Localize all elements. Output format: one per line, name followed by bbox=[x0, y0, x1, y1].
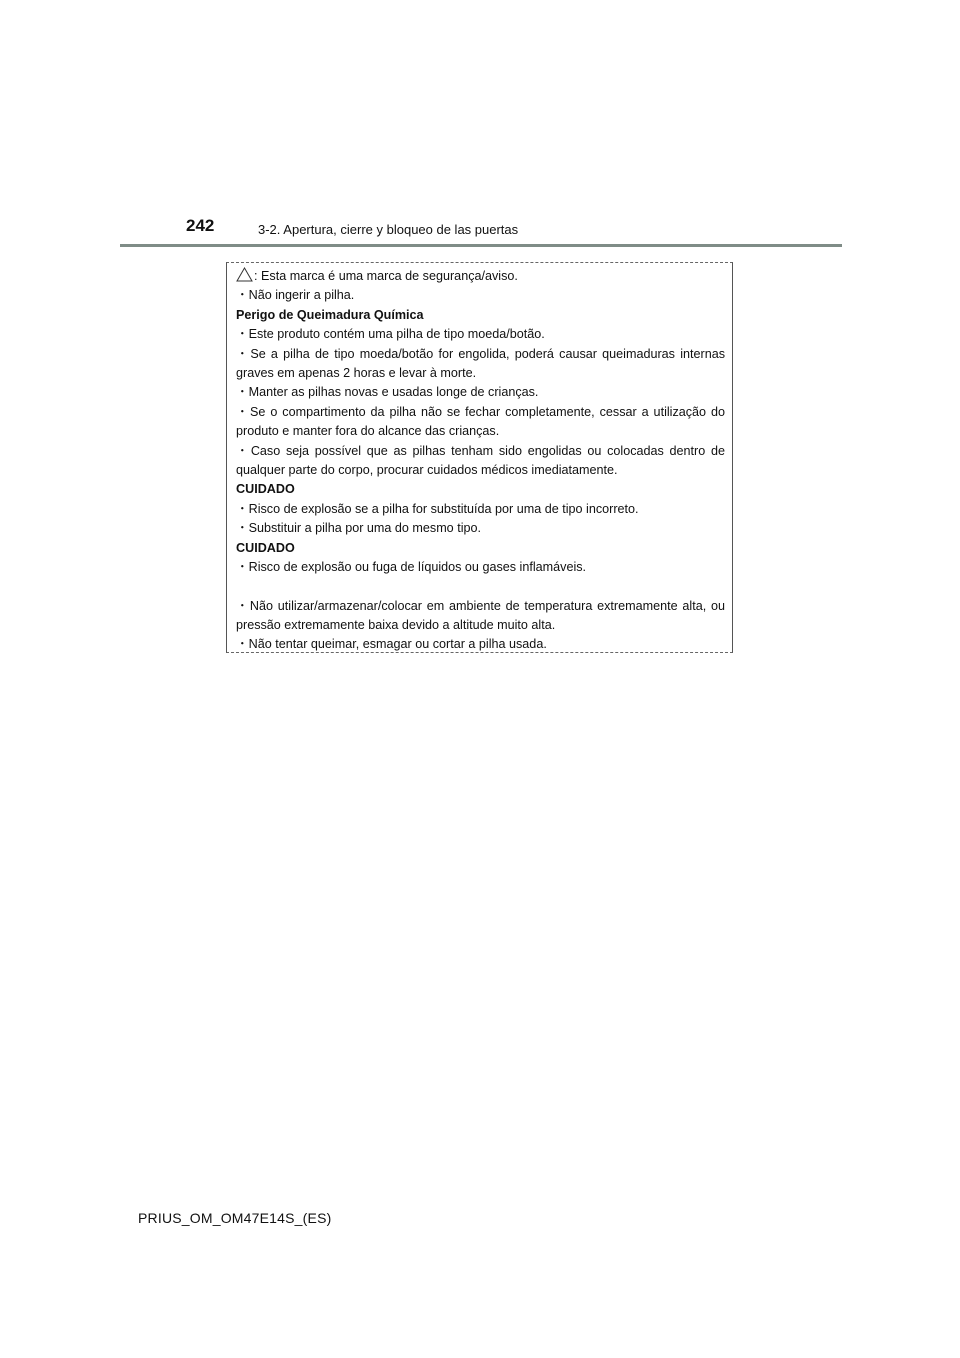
item-swallowed: ・Se a pilha de tipo moeda/botão for engolida, poderá causar queimaduras internas graves em apenas 2 horas e levar à morte. bbox=[236, 346, 725, 381]
heading-caution-2: CUIDADO bbox=[236, 540, 295, 555]
item-burn-crush: ・Não tentar queimar, esmagar ou cortar a pilha usada. bbox=[236, 637, 547, 652]
footer-manual-code: PRIUS_OM_OM47E14S_(ES) bbox=[138, 1210, 332, 1226]
item-medical: ・Caso seja possível que as pilhas tenham sido engolidas ou colocadas dentro de qualquer parte do corpo, procurar cuidados médicos imediatamente. bbox=[236, 443, 725, 478]
item-coin-battery: ・Este produto contém uma pilha de tipo moeda/botão. bbox=[236, 327, 545, 342]
notice-intro: : Esta marca é uma marca de segurança/aviso. bbox=[254, 269, 518, 283]
warning-triangle-icon bbox=[236, 267, 253, 282]
heading-chemical-burn: Perigo de Queimadura Química bbox=[236, 307, 424, 322]
header-rule bbox=[120, 244, 842, 247]
item-same-type: ・Substituir a pilha por uma do mesmo tipo. bbox=[236, 521, 481, 536]
item-explosion-replace: ・Risco de explosão se a pilha for substituída por uma de tipo incorreto. bbox=[236, 501, 639, 516]
item-keep-away: ・Manter as pilhas novas e usadas longe de crianças. bbox=[236, 385, 539, 400]
item-compartment: ・Se o compartimento da pilha não se fechar completamente, cessar a utilização do produto e manter fora do alcance das crianças. bbox=[236, 404, 725, 439]
notice-box bbox=[226, 262, 733, 653]
notice-intro-line bbox=[236, 267, 725, 286]
page-number: 242 bbox=[186, 216, 215, 235]
spacer bbox=[236, 578, 725, 597]
heading-caution-1: CUIDADO bbox=[236, 482, 295, 497]
item-temperature: ・Não utilizar/armazenar/colocar em ambiente de temperatura extremamente alta, ou pressão extremamente baixa devido a altitude muito alta. bbox=[236, 598, 725, 632]
item-explosion-leak: ・Risco de explosão ou fuga de líquidos ou gases inflamáveis. bbox=[236, 560, 587, 575]
item-no-ingest: ・Não ingerir a pilha. bbox=[236, 288, 355, 303]
section-title: 3-2. Apertura, cierre y bloqueo de las puertas bbox=[258, 222, 519, 237]
